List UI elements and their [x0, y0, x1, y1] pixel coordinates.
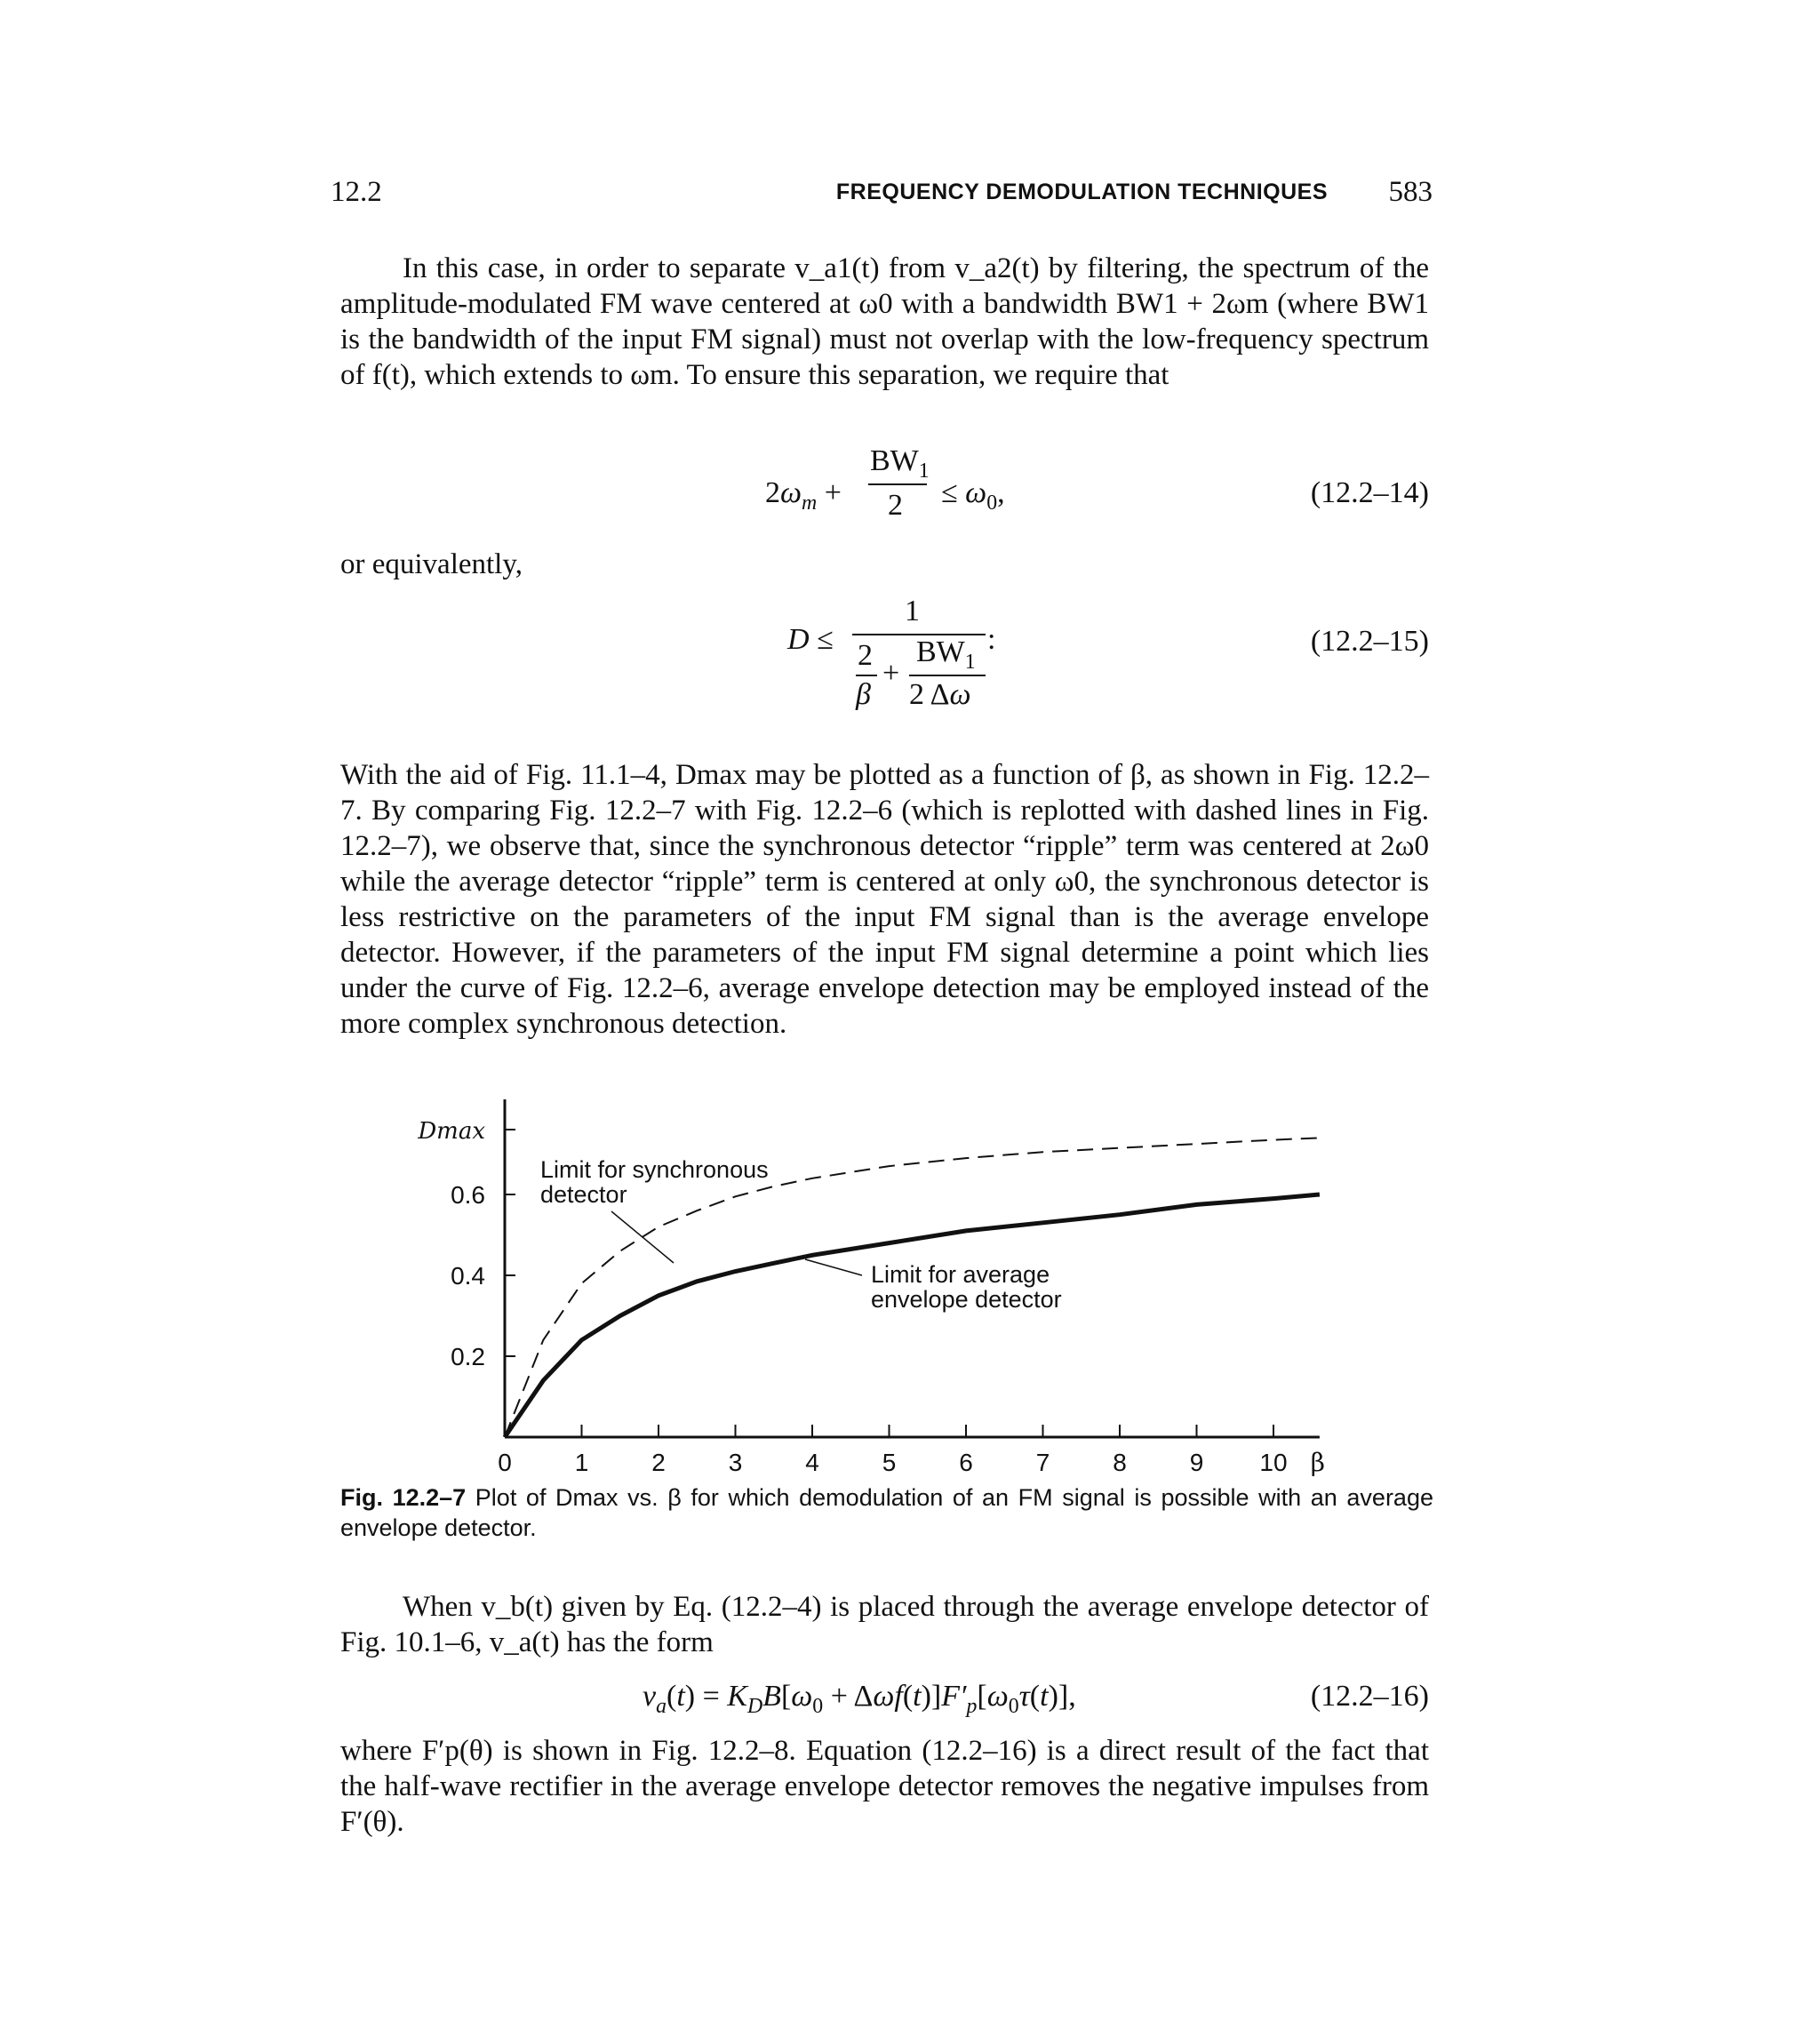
paragraph-1: In this case, in order to separate v_a1(t) from v_a2(t) by filtering, the spectrum of the amplitude-modulated FM wave centered at ω0 with a bandwidth BW1 + 2ωm (where BW1 is the bandwidth of the input FM signal) must not overlap with the low-frequency spectrum of f(t), which extends to ωm. To ensure this separation, we require that: [340, 252, 1429, 391]
chart-labels: [417, 1118, 1325, 1477]
equation-12-2-16: [340, 1680, 1429, 1724]
eq16-number: (12.2–16): [1310, 1680, 1429, 1713]
eq15-number: (12.2–15): [1310, 625, 1429, 658]
eq16-body: $v_a(t) = K_DB[\omega_0 + \Delta\omega f(t)]F'_p[\omega_0\tau(t)]$,: [643, 1680, 1076, 1718]
paragraph-2: or equivalently,: [340, 548, 523, 580]
y-tick-label: 0.6: [451, 1181, 485, 1209]
eq14-rhs: ≤ $\omega_0$,: [941, 476, 1005, 515]
x-tick-label: 1: [574, 1449, 589, 1476]
x-axis-label: β: [1310, 1448, 1325, 1477]
eq15-plus: +: [882, 657, 900, 690]
caption-label: Fig. 12.2–7: [340, 1484, 467, 1511]
x-tick-label: 6: [959, 1449, 973, 1476]
eq15-sub-num-1: 2: [858, 639, 873, 672]
paragraph-5: where F′p(θ) is shown in Fig. 12.2–8. Equation (12.2–16) is a direct result of the fact that the half-wave rectifier in the average envelope detector removes the negative impulses from F′(θ).: [340, 1735, 1429, 1838]
synchronous-curve-label: Limit for synchronous detector: [540, 1156, 769, 1208]
eq15-sub-den-1: β: [856, 678, 871, 711]
eq14-lhs: $2\omega_m$ +: [765, 476, 842, 515]
eq14-numerator: $BW_1$: [870, 444, 930, 483]
section-number: 12.2: [331, 176, 382, 208]
figure-12-2-7: [418, 1089, 1360, 1480]
eq15-sub-num-2: $BW_1$: [916, 635, 976, 674]
x-tick-label: 5: [882, 1449, 897, 1476]
eq15-sub-bar-1: [856, 675, 877, 676]
eq14-fraction-bar: [868, 483, 927, 485]
x-tick-label: 4: [805, 1449, 819, 1476]
eq14-number: (12.2–14): [1310, 476, 1429, 509]
running-header: [331, 176, 1433, 220]
average-envelope-limit-curve: [505, 1194, 1320, 1437]
dmax-vs-beta-chart: [418, 1089, 1360, 1480]
eq15-numerator: 1: [905, 595, 920, 627]
eq15-sub-bar-2: [909, 675, 986, 676]
equation-12-2-15: [340, 595, 1429, 724]
running-title: FREQUENCY DEMODULATION TECHNIQUES: [835, 180, 1328, 204]
page-number: 583: [1388, 176, 1433, 208]
paragraph-3: With the aid of Fig. 11.1–4, Dmax may be plotted as a function of β, as shown in Fig. 12.2–7. By comparing Fig. 12.2–7 with Fig. 12.2–6 (which is replotted with dashed lines in Fig. 12.2–7), we observe that, since the synchronous detector “ripple” term was centered at 2ω0 while the average detector “ripple” term is centered at only ω0, the synchronous detector is less restrictive on the parameters of the input FM signal than is the average envelope detector. However, if the parameters of the input FM signal determine a point which lies under the curve of Fig. 12.2–6, average envelope detection may be employed instead of the more complex synchronous detection.: [340, 759, 1429, 1040]
eq15-colon: :: [987, 623, 996, 656]
x-tick-label: 0: [498, 1449, 512, 1476]
x-tick-label: 2: [651, 1449, 666, 1476]
average-label-leader: [805, 1259, 862, 1275]
figure-caption: [340, 1482, 1433, 1543]
x-tick-label: 8: [1113, 1449, 1127, 1476]
y-tick-label: 0.2: [451, 1343, 485, 1370]
eq15-sub-den-2: 2 Δω: [909, 678, 971, 711]
x-tick-label: 3: [728, 1449, 743, 1476]
caption-text: Plot of Dmax vs. β for which demodulation of an FM signal is possible with an average envelope detector.: [340, 1484, 1433, 1541]
x-tick-label: 10: [1259, 1449, 1288, 1476]
x-tick-label: 7: [1035, 1449, 1050, 1476]
paragraph-4: When v_b(t) given by Eq. (12.2–4) is placed through the average envelope detector of Fig. 10.1–6, v_a(t) has the form: [340, 1591, 1429, 1658]
x-tick-label: 9: [1189, 1449, 1204, 1476]
eq15-lhs: D ≤: [787, 623, 834, 656]
y-tick-label: 0.4: [451, 1262, 485, 1290]
average-curve-label: Limit for average envelope detector: [871, 1261, 1062, 1313]
y-axis-label: Dmax: [418, 1118, 485, 1145]
equation-12-2-14: [340, 444, 1429, 533]
eq14-denominator: 2: [888, 489, 903, 522]
